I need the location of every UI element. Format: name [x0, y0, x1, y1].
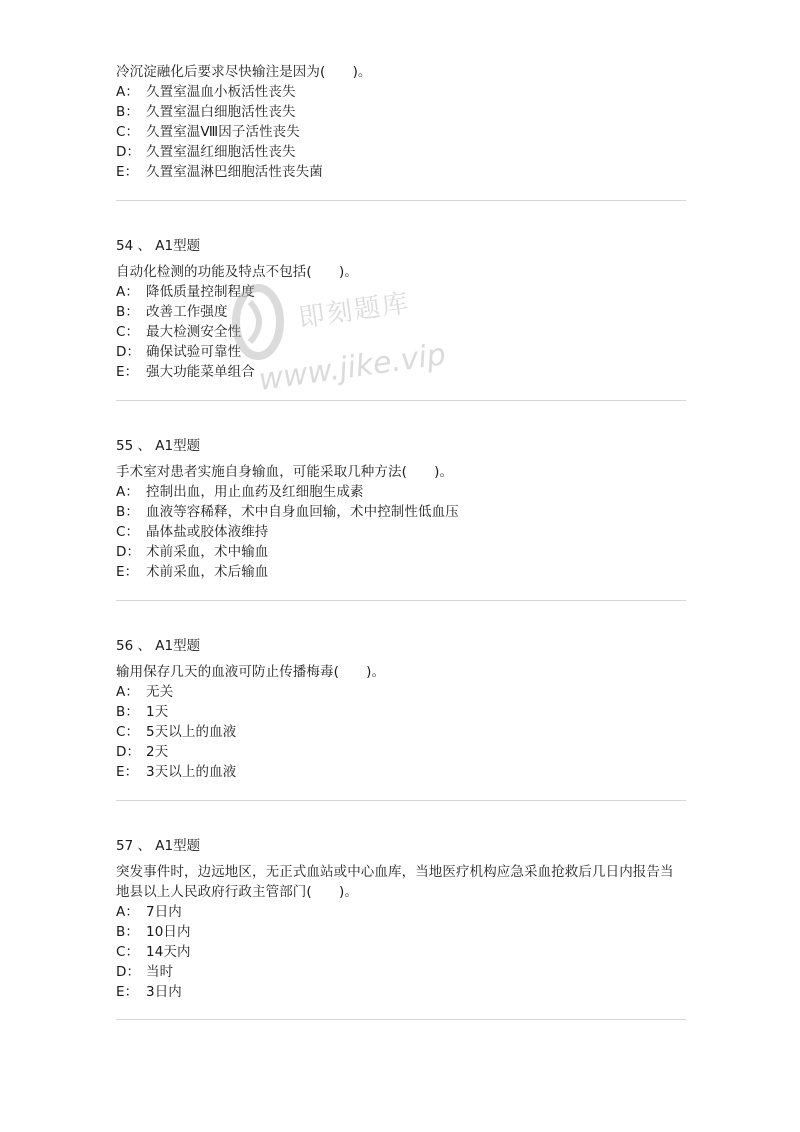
option-text: 控制出血，用止血药及红细胞生成素	[146, 484, 364, 500]
question-stem: 冷沉淀融化后要求尽快输注是因为( )。	[116, 64, 372, 80]
option-letter: E：	[116, 364, 139, 380]
option-letter: B：	[116, 304, 139, 320]
option-letter: B：	[116, 504, 139, 520]
option-letter: A：	[116, 284, 139, 300]
option-letter: D：	[116, 144, 141, 160]
option-letter: D：	[116, 344, 141, 360]
option-text: 无关	[146, 684, 174, 700]
option-text: 10日内	[146, 924, 191, 940]
question-stem: 手术室对患者实施自身输血，可能采取几种方法( )。	[116, 464, 454, 480]
option-letter: A：	[116, 904, 139, 920]
question-stem: 突发事件时，边远地区，无正式血站或中心血库，当地医疗机构应急采血抢救后几日内报告当地县以上人民政府行政主管部门( )。	[116, 864, 674, 900]
divider	[116, 1019, 686, 1020]
option-letter: E：	[116, 764, 139, 780]
option-letter: E：	[116, 984, 139, 1000]
option-text: 1天	[146, 704, 169, 720]
option-e	[116, 762, 686, 782]
option-text: 当时	[146, 964, 174, 980]
option-text: 7日内	[146, 904, 182, 920]
divider	[116, 800, 686, 801]
question-53	[116, 62, 686, 182]
option-e	[116, 982, 686, 1002]
watermark-url: www.jike.vip	[256, 337, 448, 398]
option-c	[116, 942, 686, 962]
option-text: 血液等容稀释，术中自身血回输，术中控制性低血压	[146, 504, 459, 520]
option-b	[116, 702, 686, 722]
question-57	[116, 836, 686, 1002]
option-letter: C：	[116, 124, 140, 140]
question-stem: 输用保存几天的血液可防止传播梅毒( )。	[116, 664, 386, 680]
option-letter: A：	[116, 684, 139, 700]
option-letter: D：	[116, 544, 141, 560]
question-stem: 自动化检测的功能及特点不包括( )。	[116, 264, 358, 280]
option-letter: B：	[116, 924, 139, 940]
option-b	[116, 922, 686, 942]
option-text: 确保试验可靠性	[146, 344, 242, 360]
watermark-brand: 即刻题库	[296, 288, 412, 334]
option-c	[116, 722, 686, 742]
option-letter: C：	[116, 524, 140, 540]
option-letter: E：	[116, 164, 139, 180]
option-letter: A：	[116, 84, 139, 100]
option-text: 术前采血，术中输血	[146, 544, 269, 560]
question-header: 57 、 A1型题	[116, 838, 201, 854]
option-text: 久置室温Ⅷ因子活性丧失	[146, 124, 300, 140]
option-letter: E：	[116, 564, 139, 580]
option-letter: B：	[116, 104, 139, 120]
option-letter: C：	[116, 324, 140, 340]
option-text: 强大功能菜单组合	[146, 364, 255, 380]
question-header: 54 、 A1型题	[116, 238, 201, 254]
option-letter: C：	[116, 944, 140, 960]
option-text: 14天内	[146, 944, 191, 960]
option-text: 5天以上的血液	[146, 724, 237, 740]
divider	[116, 200, 686, 201]
option-text: 久置室温红细胞活性丧失	[146, 144, 296, 160]
option-text: 改善工作强度	[146, 304, 228, 320]
question-56	[116, 636, 686, 782]
option-text: 久置室温淋巴细胞活性丧失菌	[146, 164, 323, 180]
option-letter: D：	[116, 744, 141, 760]
option-b	[116, 302, 686, 322]
option-b	[116, 102, 686, 122]
option-e	[116, 162, 686, 182]
option-d	[116, 542, 686, 562]
option-e	[116, 362, 686, 382]
option-e	[116, 562, 686, 582]
option-text: 久置室温白细胞活性丧失	[146, 104, 296, 120]
option-c	[116, 122, 686, 142]
question-54	[116, 236, 686, 382]
option-text: 晶体盐或胶体液维持	[146, 524, 269, 540]
option-text: 3日内	[146, 984, 182, 1000]
divider	[116, 600, 686, 601]
option-b	[116, 502, 686, 522]
divider	[116, 400, 686, 401]
question-header: 55 、 A1型题	[116, 438, 201, 454]
option-text: 2天	[146, 744, 169, 760]
option-d	[116, 142, 686, 162]
question-header: 56 、 A1型题	[116, 638, 201, 654]
option-a	[116, 282, 686, 302]
option-text: 术前采血，术后输血	[146, 564, 269, 580]
option-a	[116, 682, 686, 702]
option-d	[116, 342, 686, 362]
option-text: 3天以上的血液	[146, 764, 237, 780]
option-letter: D：	[116, 964, 141, 980]
option-letter: C：	[116, 724, 140, 740]
option-d	[116, 962, 686, 982]
option-a	[116, 82, 686, 102]
option-a	[116, 482, 686, 502]
option-a	[116, 902, 686, 922]
option-d	[116, 742, 686, 762]
option-text: 降低质量控制程度	[146, 284, 255, 300]
option-letter: B：	[116, 704, 139, 720]
option-c	[116, 322, 686, 342]
option-letter: A：	[116, 484, 139, 500]
option-text: 最大检测安全性	[146, 324, 242, 340]
option-c	[116, 522, 686, 542]
question-55	[116, 436, 686, 582]
option-text: 久置室温血小板活性丧失	[146, 84, 296, 100]
